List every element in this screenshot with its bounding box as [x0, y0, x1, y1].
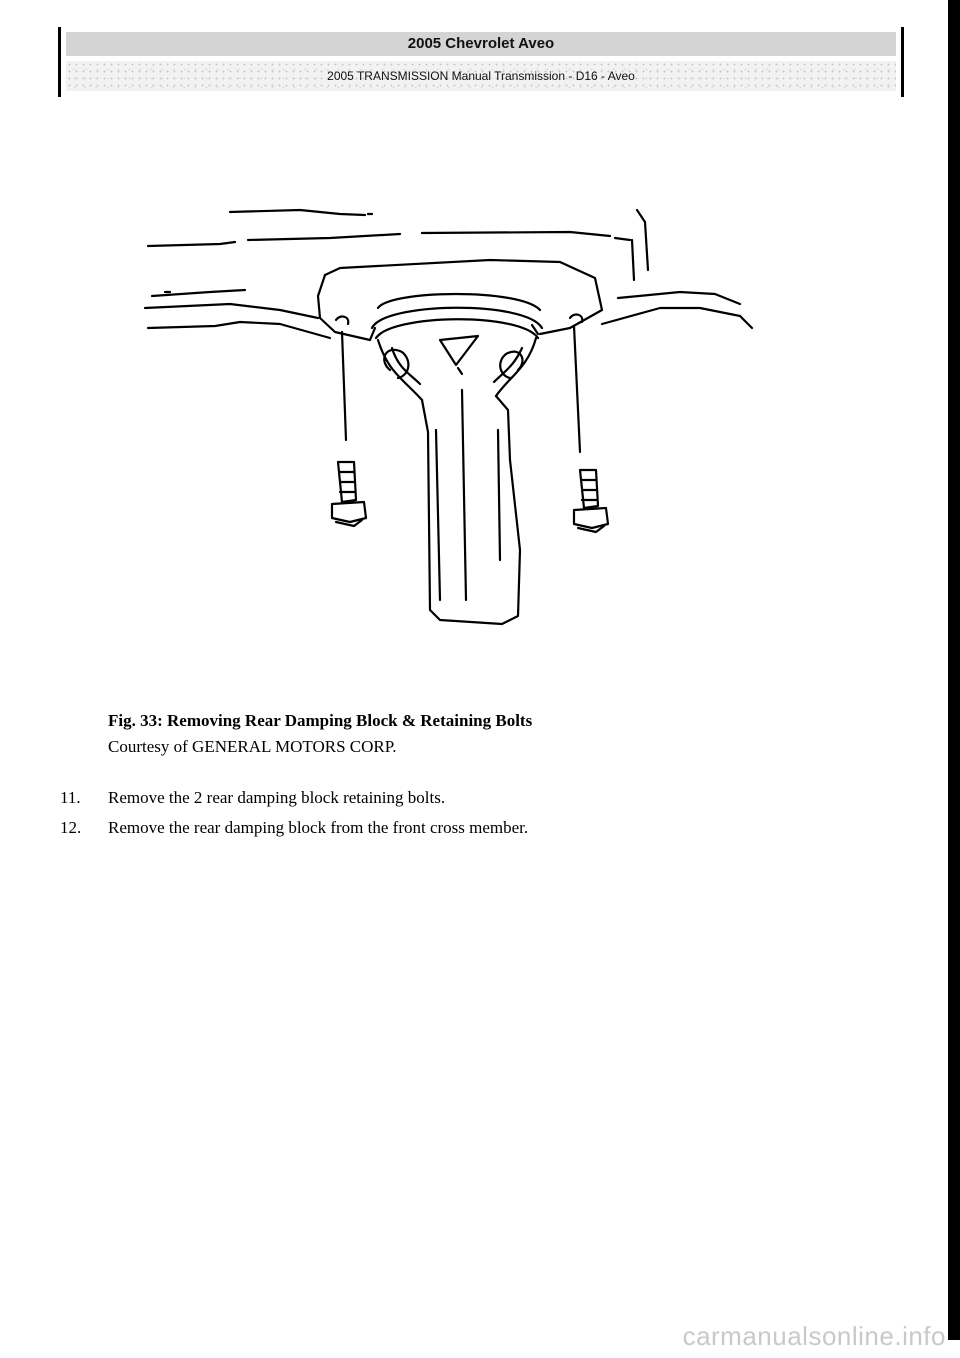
step-number: 11.	[60, 788, 81, 807]
step-text: Remove the 2 rear damping block retaining bolts.	[108, 788, 446, 807]
damping-block-illustration	[140, 200, 760, 640]
page-edge-bar	[948, 0, 960, 1340]
figure-caption	[108, 708, 758, 760]
site-watermark: carmanualsonline.info	[682, 1321, 946, 1351]
list-item	[60, 783, 820, 813]
header-rule-left	[58, 27, 61, 97]
header-title: 2005 Chevrolet Aveo	[66, 32, 896, 56]
header-subtitle: 2005 TRANSMISSION Manual Transmission - D16 - Aveo	[66, 61, 896, 91]
step-number: 12.	[60, 818, 82, 837]
figure-caption-title: Fig. 33: Removing Rear Damping Block & Retaining Bolts	[108, 711, 533, 730]
header-rule-right	[901, 27, 904, 97]
procedure-steps	[60, 783, 820, 843]
page-header	[58, 27, 904, 97]
figure-caption-credit: Courtesy of GENERAL MOTORS CORP.	[108, 737, 397, 756]
step-text: Remove the rear damping block from the front cross member.	[108, 818, 529, 837]
list-item	[60, 813, 820, 843]
